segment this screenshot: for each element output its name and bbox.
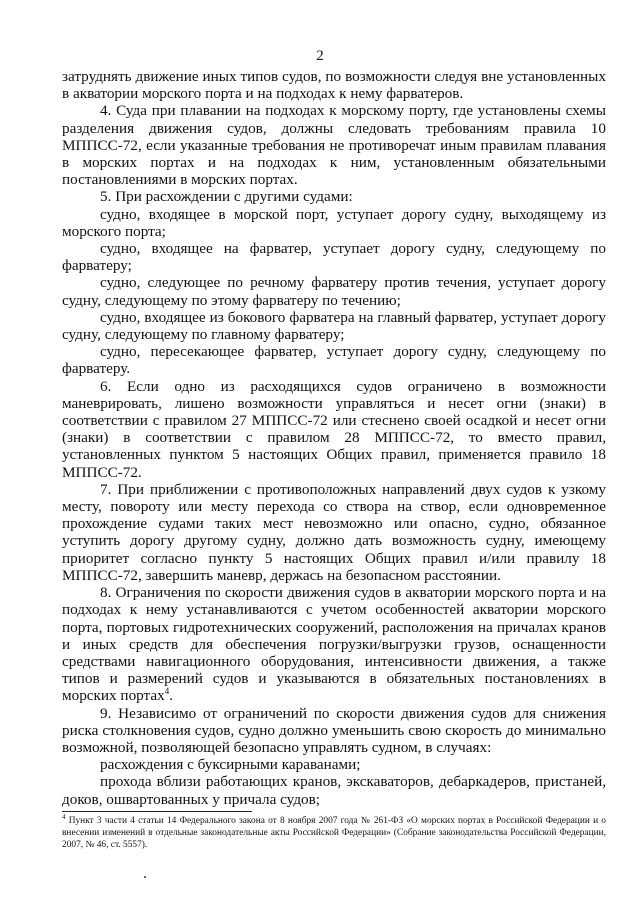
paragraph-item-8-tail: .	[169, 687, 174, 705]
paragraph-item-5: 5. При расхождении с другими судами:	[100, 188, 353, 206]
paragraph-item-6: 6. Если одно из расходящихся судов ограничено в возможности маневрировать, лишено возможности управляться и несет огни (знаки) в соответствии с правилом 27 МППСС-72 или стеснено своей осадкой и несет огни (знаки) в соответствии с правилом 28 МППСС-72, то вместо правил, установленных пунктом 5 настоящих Общих правил, применяется правило 18 МППСС-72.	[62, 377, 606, 481]
scan-speck	[144, 876, 146, 878]
paragraph-subitem: судно, следующее по речному фарватеру против течения, уступает дорогу судну, следующему по этому фарватеру по течению;	[62, 274, 606, 309]
paragraph-subitem: судно, входящее из бокового фарватера на главный фарватер, уступает дорогу судну, следующему по главному фарватеру;	[62, 308, 606, 344]
paragraph-item-8-text: 8. Ограничения по скорости движения судов в акватории морского порта и на подходах к нему устанавливаются с учетом особенностей акватории морского порта, портовых гидротехнических сооружений, расположения на причалах кранов и иных средств для обеспечения погрузки/выгрузки грузов, оснащенности средствами навигационного оборудования, интенсивности движения, а также типов и размерений судов и указываются в обязательных постановлениях в морских портах	[62, 584, 606, 705]
paragraph-subitem: судно, входящее в морской порт, уступает дорогу судну, выходящему из морского порта;	[62, 205, 606, 240]
footnote-reference: 4	[164, 686, 170, 697]
document-body	[62, 68, 606, 808]
paragraph-item-8	[62, 584, 606, 704]
footnote-marker: 4	[62, 812, 66, 821]
footnote	[62, 812, 606, 851]
paragraph-continuation: затруднять движение иных типов судов, по возможности следуя вне установленных в акватории морского порта и на подходах к нему фарватеров.	[62, 68, 606, 103]
footnote-text: Пункт 3 части 4 статьи 14 Федерального закона от 8 ноября 2007 года № 261-ФЗ «О морских портах в Российской Федерации и о внесении изменений в отдельные законодательные акты Российской Федерации» (Собрание законодательства Российской Федерации, 2007, № 46, ст. 5557).	[62, 816, 606, 850]
paragraph-subitem: судно, входящее на фарватер, уступает дорогу судну, следующему по фарватеру;	[62, 240, 606, 275]
paragraph-subitem: прохода вблизи работающих кранов, экскаваторов, дебаркадеров, пристаней, доков, ошвартованных у причала судов;	[62, 773, 606, 808]
paragraph-subitem: судно, пересекающее фарватер, уступает дорогу судну, следующему по фарватеру.	[62, 343, 606, 378]
paragraph-item-4: 4. Суда при плавании на подходах к морскому порту, где установлены схемы разделения движения судов, должны следовать требованиям правила 10 МППСС-72, если указанные требования не противоречат иным правилам плавания в морских портах и на подходах к ним, установленным обязательными постановлениями в морских портах.	[62, 102, 606, 189]
paragraph-subitem: расхождения с буксирными караванами;	[100, 756, 361, 774]
footnote-separator	[62, 811, 252, 812]
paragraph-item-9: 9. Независимо от ограничений по скорости движения судов для снижения риска столкновения судов, судно должно уменьшить свою скорость до минимально возможной, позволяющей безопасно управлять судном, в случаях:	[62, 704, 606, 756]
paragraph-item-7: 7. При приближении с противоположных направлений двух судов к узкому месту, повороту или месту перехода со створа на створ, если одновременное прохождение судами таких мест невозможно или опасно, судно, обязанное уступить дорогу другому судну, должно дать возможность судну, имеющему приоритет согласно пункту 5 настоящих Общих правил и/или правилу 18 МППСС-72, завершить маневр, держась на безопасном расстоянии.	[62, 480, 606, 584]
page-number: 2	[316, 48, 324, 64]
